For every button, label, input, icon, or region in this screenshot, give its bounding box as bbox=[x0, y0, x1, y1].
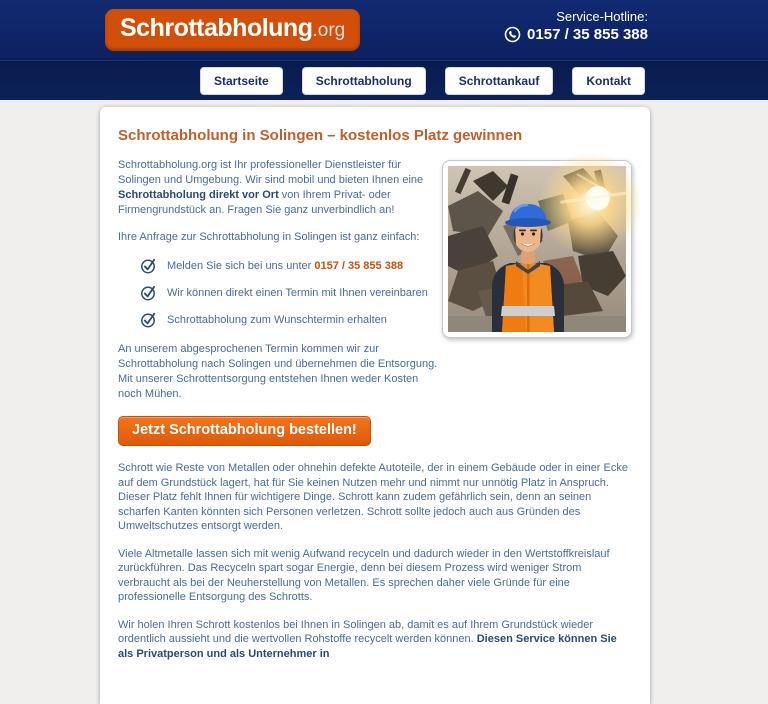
page-title: Schrottabholung in Solingen – kostenlos Platz gewinnen bbox=[118, 127, 523, 144]
page-background bbox=[0, 100, 768, 704]
paragraph-recycling: Viele Altmetalle lassen sich mit wenig Aufwand recyceln und dadurch wieder in den Wertstoffkreislauf zurückführen. Das Recyceln spart sogar Energie, denn bei diesem Prozess wird weniger Strom verbraucht als bei der Neuherstellung von Metallen. Es sprechen daher viele Gründe für eine professionelle Entsorgung des Schrotts. bbox=[118, 547, 610, 603]
site-logo[interactable] bbox=[105, 9, 360, 51]
bottom-text-section bbox=[118, 461, 632, 661]
site-header bbox=[0, 0, 768, 60]
step-text: Schrottabholung zum Wunschtermin erhalten bbox=[167, 314, 387, 326]
main-navigation bbox=[0, 60, 768, 100]
paragraph-scrap-problems: Schrott wie Reste von Metallen oder ohnehin defekte Autoteile, der in einem Gebäude oder in einer Ecke auf dem Grundstück lagert, hat für Sie keinen Nutzen mehr und nimmt nur unnötig Platz in Anspruch. Dieser Platz fehlt Ihnen für wichtigere Dinge. Schrott kann zudem gefährlich sein, denn an seinen scharfen Kanten könnten sich Personen verletzen. Schrott sollte jedoch auch aus Gründen des Umweltschutzes entsorgt werden. bbox=[118, 462, 628, 532]
logo-suffix: .org bbox=[312, 20, 346, 41]
step-item-pickup bbox=[140, 313, 440, 328]
check-icon bbox=[140, 257, 157, 274]
nav-item-kontakt[interactable]: Kontakt bbox=[572, 67, 645, 95]
worker-photo-illustration bbox=[448, 166, 626, 332]
intro-text-column bbox=[118, 158, 440, 402]
step-text: Wir können direkt einen Termin mit Ihnen vereinbaren bbox=[167, 287, 428, 299]
appointment-paragraph: An unserem abgesprochenen Termin kommen wir zur Schrottabholung nach Solingen und übernehmen die Entsorgung. Mit unserer Schrottentsorgung entstehen Ihnen weder Kosten noch Mühen. bbox=[118, 343, 438, 400]
intro-paragraph: Schrottabholung.org ist Ihr professioneller Dienstleister für Solingen und Umgebung. Wir sind mobil und bieten Ihnen eine Schrottabholung direkt vor Ort von Ihrem Privat- oder Firmengrundstück an. Fragen Sie ganz unverbindlich an! bbox=[118, 159, 424, 216]
steps-list bbox=[140, 259, 440, 328]
step-text: Melden Sie sich bei uns unter 0157 / 35 855 388 bbox=[167, 260, 404, 272]
hotline-number[interactable]: 0157 / 35 855 388 bbox=[527, 26, 648, 43]
order-pickup-button[interactable]: Jetzt Schrottabholung bestellen! bbox=[118, 416, 371, 446]
logo-text: Schrottabholung bbox=[120, 14, 313, 42]
service-hotline bbox=[504, 9, 648, 43]
worker-photo bbox=[442, 160, 632, 338]
nav-item-schrottabholung[interactable]: Schrottabholung bbox=[302, 67, 426, 95]
step-item-appointment bbox=[140, 286, 440, 301]
step-item-contact bbox=[140, 259, 440, 274]
intro-section bbox=[118, 158, 632, 402]
check-icon bbox=[140, 311, 157, 328]
steps-intro: Ihre Anfrage zur Schrottabholung in Solingen ist ganz einfach: bbox=[118, 231, 420, 243]
nav-item-schrottankauf[interactable]: Schrottankauf bbox=[445, 67, 554, 95]
phone-icon bbox=[504, 26, 521, 43]
nav-item-startseite[interactable]: Startseite bbox=[200, 67, 283, 95]
paragraph-free-pickup: Wir holen Ihren Schrott kostenlos bei Ihnen in Solingen ab, damit es auf Ihrem Grundstück wieder ordentlich aussieht und die wertvollen Rohstoffe recycelt werden können. Diesen Service können Sie als Privatperson und als Unternehmer in bbox=[118, 618, 617, 660]
hotline-label: Service-Hotline: bbox=[556, 9, 648, 24]
content-card bbox=[100, 107, 650, 704]
check-icon bbox=[140, 284, 157, 301]
